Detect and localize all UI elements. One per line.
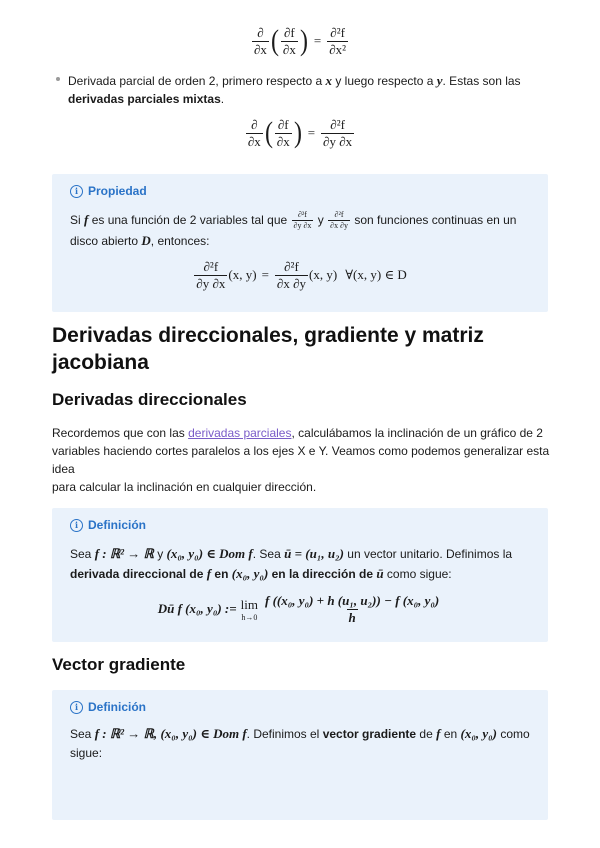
numerator: ∂²f [334, 209, 344, 219]
math-point: (x₀, y₀) ∈ Dom f [166, 546, 253, 561]
limit-label: lim [240, 596, 259, 612]
text: Si [70, 213, 81, 227]
callout-body [70, 544, 530, 584]
text: y [317, 213, 324, 227]
right-paren: ) [299, 24, 308, 58]
info-circle-icon: i [70, 519, 83, 532]
denominator: ∂x [247, 133, 261, 149]
text: . [220, 92, 225, 106]
math-var: D [141, 232, 151, 248]
text: , entonces: [150, 233, 210, 248]
math-var: x [325, 73, 332, 88]
denominator: h [348, 609, 356, 625]
bold-term: derivada direccional de [70, 567, 204, 581]
equals-sign: = [307, 125, 316, 141]
text: Recordemos que con las [52, 426, 185, 440]
math-vector: ū = (u₁, u₂) [284, 546, 344, 561]
text: Sea [70, 547, 92, 561]
math-var: f [436, 726, 441, 741]
denominator: ∂y ∂x [293, 221, 312, 231]
numerator: ∂ [257, 25, 264, 40]
callout-definicion-directional [52, 508, 548, 642]
text: y [157, 547, 164, 561]
math-var: f [84, 212, 89, 227]
fraction [321, 118, 354, 148]
numerator: ∂f [283, 25, 295, 40]
equals-sign: = [261, 267, 269, 283]
callout-label: Definición [88, 700, 147, 714]
numerator: ∂²f [330, 25, 345, 40]
fraction [275, 260, 308, 290]
numerator: ∂ [251, 117, 258, 132]
math-point: (x₀, y₀) [460, 726, 498, 741]
equation-mixed-partial [0, 118, 600, 148]
fraction [194, 260, 227, 290]
fraction [275, 118, 292, 148]
list-item [68, 72, 548, 108]
text: Sea [70, 727, 92, 741]
denominator: ∂x [253, 41, 267, 57]
equation-schwarz [52, 260, 548, 290]
callout-label: Propiedad [88, 184, 147, 198]
numerator: ∂²f [330, 117, 345, 132]
equals-sign: = [313, 33, 322, 49]
text: para calcular la inclinación en cualquier dirección. [52, 480, 317, 494]
text: son funciones continuas en un [354, 213, 517, 227]
left-paren: ( [270, 24, 279, 58]
numerator: ∂²f [297, 209, 307, 219]
callout-definicion-gradient [52, 690, 548, 820]
math-lhs: Dū f (x₀, y₀) := [157, 601, 237, 617]
text: como sigue: [386, 567, 452, 581]
math-var: y [436, 73, 443, 88]
callout-header [70, 184, 147, 198]
math-map: f : ℝ² → ℝ [94, 546, 154, 561]
denominator: ∂x [276, 133, 290, 149]
numerator: ∂²f [203, 259, 219, 274]
text: de [419, 727, 433, 741]
text: Derivada parcial de orden 2, primero respecto a [68, 74, 323, 88]
math-arg: (x, y) [309, 267, 338, 283]
equation-second-order-xx [0, 26, 600, 56]
bold-term: derivadas parciales mixtas [68, 92, 221, 106]
math-arg: (x, y) [228, 267, 257, 283]
intro-paragraph [52, 424, 550, 496]
denominator: ∂y ∂x [323, 133, 353, 149]
bold-term: vector gradiente [322, 727, 417, 741]
text: . Sea [252, 547, 281, 561]
right-paren: ) [293, 116, 302, 150]
bullet-dot-icon [56, 77, 60, 81]
numerator: ∂²f [284, 259, 299, 274]
callout-propiedad [52, 174, 548, 312]
subsection-title-gradient: Vector gradiente [52, 655, 186, 674]
callout-body [70, 724, 530, 763]
denominator: ∂x ∂y [330, 221, 349, 231]
text: . Estas son las [442, 74, 521, 88]
callout-header [70, 518, 146, 532]
left-paren: ( [264, 116, 273, 150]
text: sigue: [70, 746, 103, 760]
section-title: Derivadas direccionales, gradiente y matriz jacobiana [52, 324, 484, 374]
text: y luego respecto a [335, 74, 434, 88]
denominator: ∂x [282, 41, 296, 57]
callout-label: Definición [88, 518, 147, 532]
denominator: ∂x ∂y [276, 275, 307, 291]
limit [241, 597, 258, 622]
subsection-title-directional: Derivadas direccionales [52, 390, 247, 409]
fraction [263, 594, 441, 624]
callout-body [70, 210, 530, 251]
math-point: (x₀, y₀) [231, 566, 269, 581]
text: , calculábamos la inclinación de un gráfico de 2 variables haciendo cortes paralelos a los ejes X e Y. Veamos como podemos generalizar esta idea [52, 426, 550, 476]
bold-term: en la dirección de [271, 567, 373, 581]
equation-directional-derivative [52, 594, 548, 624]
math-quantifier: ∀(x, y) ∈ D [345, 267, 407, 283]
link-derivadas-parciales[interactable]: derivadas parciales [188, 426, 292, 440]
inline-fraction [328, 211, 350, 231]
info-circle-icon: i [70, 701, 83, 714]
math-map: f : ℝ² → ℝ, [94, 726, 158, 741]
fraction [246, 118, 263, 148]
numerator: f ((x₀, y₀) + h (u₁, u₂)) − f (x₀, y₀) [265, 593, 440, 608]
text: como [500, 727, 530, 741]
limit-subscript: h→0 [241, 612, 258, 622]
fraction [281, 26, 298, 56]
text: en [443, 727, 458, 741]
text: . Definimos el [246, 727, 320, 741]
text: disco abierto [70, 233, 139, 248]
math-vector: ū [376, 566, 384, 581]
fraction [252, 26, 269, 56]
math-point: (x₀, y₀) ∈ Dom f [160, 726, 247, 741]
denominator: ∂y ∂x [196, 275, 226, 291]
math-var: f [206, 566, 212, 581]
inline-fraction [292, 211, 314, 231]
denominator: ∂x² [329, 41, 347, 57]
text: es una función de 2 variables tal que [91, 213, 288, 227]
fraction [327, 26, 348, 56]
info-circle-icon: i [70, 185, 83, 198]
text: un vector unitario. Definimos la [347, 547, 513, 561]
callout-header [70, 700, 146, 714]
bold-term: en [214, 567, 229, 581]
numerator: ∂f [277, 117, 289, 132]
